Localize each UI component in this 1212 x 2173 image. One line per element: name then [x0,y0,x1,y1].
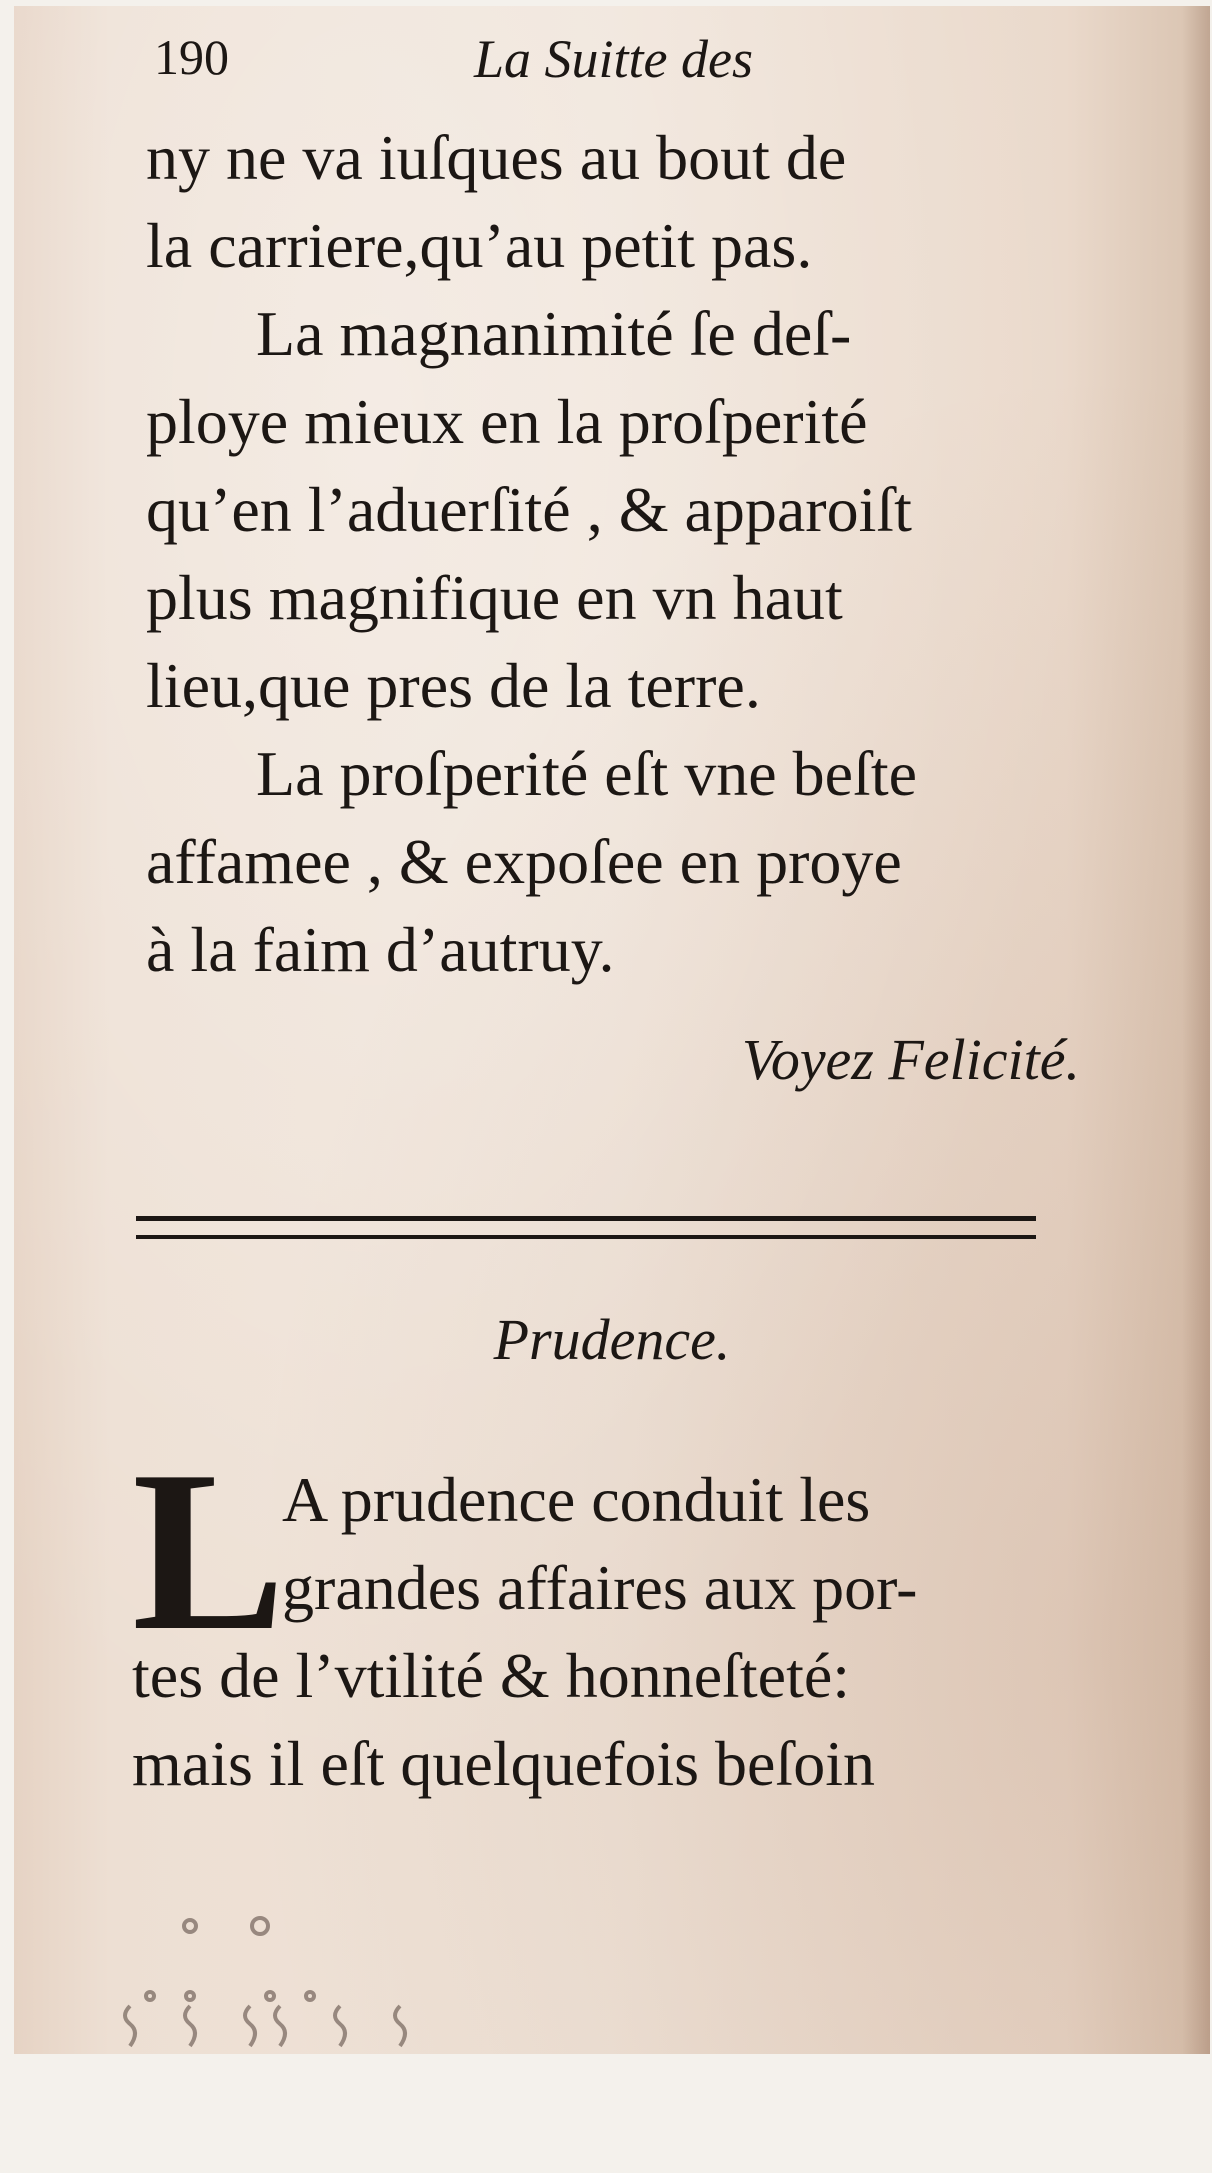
book-page [14,6,1210,2054]
text-line: qu’en l’aduerſité , & apparoiſt [146,474,912,545]
text-line: mais il eſt quelquefois beſoin [132,1728,875,1799]
text-line: tes de l’vtilité & honneſteté: [132,1640,851,1711]
section-divider [136,1216,1036,1239]
text-line: La magnanimité ſe deſ- [256,298,852,369]
page-number: 190 [154,29,229,85]
text-line: à la faim d’autruy. [146,914,615,985]
text-line: affamee , & expoſee en proye [146,826,902,897]
text-line: La proſperité eſt vne beſte [256,738,918,809]
text-line: A prudence conduit les [282,1464,871,1535]
section-heading: Prudence. [493,1307,731,1372]
text-line: plus magnifique en vn haut [146,562,843,633]
text-line: grandes affaires aux por- [282,1552,918,1623]
text-line: la carriere,qu’au petit pas. [146,210,813,281]
ornament-icon [110,1896,470,2096]
section-text [132,1423,1092,1808]
drop-cap: L [132,1423,286,1678]
printers-ornament [14,1836,374,2036]
running-title: La Suitte des [474,29,753,89]
body-text [146,114,1086,994]
see-also-reference: Voyez Felicité. [741,1027,1080,1092]
text-line: ny ne va iuſques au bout de [146,122,847,193]
page-gutter-shadow [1182,6,1210,2054]
text-line: ploye mieux en la proſperité [146,386,868,457]
page-header [154,28,1054,98]
text-line: lieu,que pres de la terre. [146,650,761,721]
